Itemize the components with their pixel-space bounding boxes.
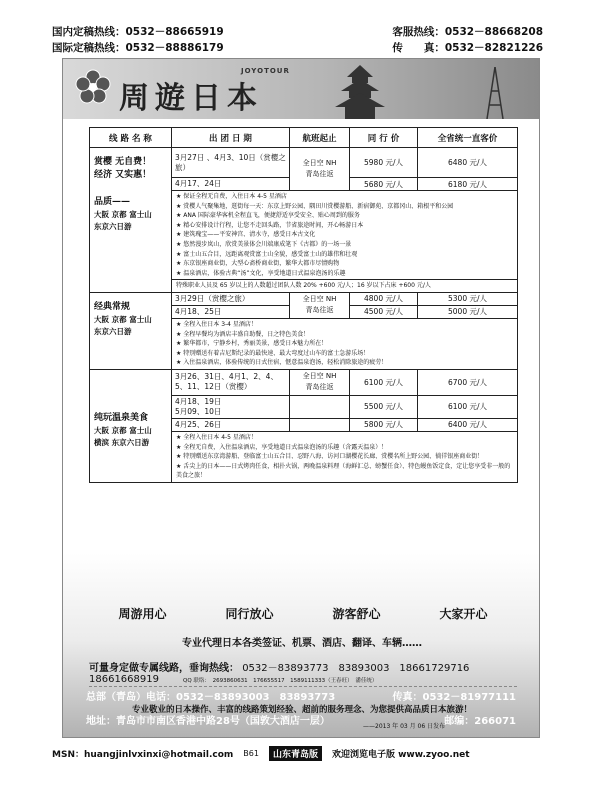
agency-services: 专业代理日本各类签证、机票、酒店、翻译、车辆……	[182, 638, 422, 649]
ad-frame	[62, 58, 540, 738]
col-header-flight: 航班起止	[290, 128, 350, 148]
peer-price-cell: 4800 元/人	[350, 292, 418, 305]
route-title: 经济 又实惠！	[94, 170, 152, 180]
top-hotline-bar	[52, 24, 543, 56]
flight-route: 青岛往返	[305, 170, 334, 178]
list-item: ★ 舌尖上的日本——日式烤肉任食，相扑火锅，两晚温泉料理（海鲜汇总、螃蟹任食）、特色鳗鱼饭定食，定让您享受非一般的美食之旅！	[176, 462, 513, 481]
peer-price-cell: 4500 元/人	[350, 305, 418, 318]
footer	[52, 746, 522, 761]
list-item: ★ 保证全程无自费，入住日本 4-5 星酒店	[176, 192, 513, 202]
list-item: ★ 全程早餐均为酒店丰盛自助餐，日之特色美食！	[176, 330, 513, 340]
banner	[63, 59, 540, 119]
hq-phone: 总部（青岛）电话：0532－83893003 83893773	[86, 692, 336, 703]
date-cell: 4月17、24日	[172, 178, 290, 191]
date-cell: 4月18、25日	[172, 305, 290, 318]
zip-code: 邮编：266071	[444, 716, 516, 727]
col-header-direct-price: 全省统一直客价	[418, 128, 518, 148]
feature-list-1	[172, 191, 518, 280]
slogan-row	[89, 605, 517, 622]
table-row	[90, 148, 518, 178]
date-line: 5月09、10日	[175, 406, 222, 416]
list-item: ★ 入住温泉酒店，体验传统的日式住宿，惬意温泉泡汤，轻松消除旅途的疲劳！	[176, 358, 513, 368]
list-item: ★ 特别赠送有着吉尼斯纪录的最快速、最大弯度过山车的富士急游乐场！	[176, 349, 513, 359]
logo-subtitle: JOYOTOUR	[241, 67, 290, 75]
custom-tour-label: 可量身定做专属线路，垂询热线：	[89, 663, 239, 674]
contact-row-1	[62, 688, 540, 703]
route-cities: 大阪 京都 富士山	[94, 425, 152, 435]
table-row	[90, 369, 518, 395]
list-item: ★ 东京银座商业街，大型心斋桥商业街，繁华大都市尽情购物	[176, 259, 513, 269]
col-header-route: 线 路 名 称	[90, 128, 172, 148]
direct-price-cell: 5000 元/人	[418, 305, 518, 318]
surcharge-note	[172, 280, 518, 293]
qq-contact: QQ 联络： 2693860631 176655517 1589111333（王春旺） 潘佳统）	[183, 678, 378, 684]
flight-cell	[290, 369, 350, 395]
peer-price-cell: 5800 元/人	[350, 418, 418, 431]
route-cell-2	[90, 292, 172, 369]
address: 地址：青岛市市南区香港中路28号（国敦大酒店一层）	[86, 716, 330, 727]
publish-date: ——2013 年 03 月 06 日发布	[363, 723, 446, 730]
flight-cell	[290, 292, 350, 318]
list-item: ★ 建筑瑰宝——平安神宫、清水寺，感受日本古文化	[176, 230, 513, 240]
tour-table	[89, 127, 518, 483]
date-line: 4月18、19日	[175, 396, 222, 406]
list-item: ★ 赏樱人气聚集地，逛街每一天：东京上野公园、隅田川赏樱游船、新宿御苑、京都冈山、箱根平和公园	[176, 202, 513, 212]
table-row	[90, 292, 518, 305]
content-area	[63, 119, 540, 738]
direct-price-cell: 6400 元/人	[418, 418, 518, 431]
list-item: ★ 全程入住日本 4-5 星酒店！	[176, 433, 513, 443]
slogan: 大家开心	[439, 607, 488, 621]
route-title: 赏樱 无自费！	[94, 157, 152, 167]
list-item: ★ 特别赠送东京湾游船、登临富士山五合目、忍野八海、访河口湖樱花长廊、赏樱名所上野公园、徜徉银座商业街！	[176, 452, 513, 462]
table-header-row	[90, 128, 518, 148]
route-cell-3	[90, 369, 172, 482]
direct-price-cell: 6480 元/人	[418, 148, 518, 178]
flight-airline: 全日空 NH	[302, 295, 337, 304]
flight-route: 青岛往返	[305, 383, 334, 392]
list-item: ★ 精心安排设计行程，让您不走回头路，节省旅途时间，开心畅游日本	[176, 221, 513, 231]
list-item: ★ 悠然漫步岚山，欣赏美景体会川端康成笔下《古都》的一场一景	[176, 240, 513, 250]
fax-number: 传 真：0532－82821226	[392, 42, 543, 54]
feature-list-2	[172, 318, 518, 369]
flight-cell-empty	[290, 395, 350, 418]
flight-airline: 全日空 NH	[302, 159, 337, 167]
flight-route: 青岛往返	[305, 306, 334, 315]
list-item: ★ 温泉酒店，体验古典“汤”文化，享受地道日式温泉泡汤的乐趣	[176, 269, 513, 279]
tokyo-tower-icon	[483, 67, 507, 119]
route-duration: 横滨 东京六日游	[94, 437, 150, 447]
sakura-flower-icon	[75, 69, 111, 105]
slogan: 游客舒心	[332, 607, 381, 621]
website-link[interactable]: 欢迎浏览电子版 www.zyoo.net	[331, 750, 470, 760]
date-cell: 3月26、31日、4月1、2、4、5、11、12日（赏樱）	[172, 369, 290, 395]
peer-price-cell: 5500 元/人	[350, 395, 418, 418]
hq-fax: 传真：0532－81977111	[392, 692, 516, 703]
list-item: ★ ANA 国际豪华客机全程直飞，便捷舒适享受安全、贴心周到的服务	[176, 211, 513, 221]
motto: 专业敬业的日本操作、丰富的线路策划经验、超前的服务理念、为您提供高品质日本旅游！	[131, 705, 472, 715]
page-number: B61	[243, 749, 259, 758]
direct-price-cell: 6100 元/人	[418, 395, 518, 418]
col-header-dates: 出 团 日 期	[172, 128, 290, 148]
slogan: 周游用心	[118, 607, 167, 621]
msn-contact: MSN：huangjinlvxinxi@hotmail.com	[52, 750, 234, 760]
direct-price-cell: 5300 元/人	[418, 292, 518, 305]
service-hotline: 客服热线：0532－88668208	[392, 26, 543, 38]
route-cities: 大阪 京都 富士山	[94, 314, 152, 324]
list-item: ★ 繁华都市，宁静乡村，秀丽美景，感受日本魅力所在！	[176, 339, 513, 349]
contact-row-2	[62, 712, 540, 727]
route-duration: 东京六日游	[94, 222, 132, 231]
flight-airline: 全日空 NH	[302, 372, 337, 381]
date-cell: 4月25、26日	[172, 418, 290, 431]
route-title: 纯玩温泉美食	[94, 412, 149, 423]
domestic-hotline: 国内定稿热线：0532－88665919	[52, 26, 224, 38]
peer-price-cell: 5980 元/人	[350, 148, 418, 178]
peer-price-cell: 5680 元/人	[350, 178, 418, 191]
route-cities: 大阪 京都 富士山	[94, 210, 152, 219]
direct-price-cell: 6180 元/人	[418, 178, 518, 191]
peer-price-cell: 6100 元/人	[350, 369, 418, 395]
date-cell: 3月29日（赏樱之旅）	[172, 292, 290, 305]
slogan: 同行放心	[225, 607, 274, 621]
flight-cell-empty	[290, 418, 350, 431]
route-duration: 东京六日游	[94, 326, 132, 336]
route-title: 品质——	[94, 197, 131, 207]
date-cell: 3月27日 、4月3、10日（赏樱之旅）	[172, 148, 290, 178]
date-cell	[172, 395, 290, 418]
divider	[89, 686, 517, 687]
route-cell-1	[90, 148, 172, 293]
route-title: 经典常规	[94, 301, 131, 312]
intl-hotline: 国际定稿热线：0532－88886179	[52, 42, 224, 54]
flight-cell	[290, 148, 350, 191]
list-item: ★ 全程入住日本 3-4 星酒店！	[176, 320, 513, 330]
feature-list-3	[172, 431, 518, 482]
note-text: 特殊职业人员及 65 岁以上的人数超过团队人数 20% +600 元/人；16 岁以下占床 +600 元/人	[176, 282, 431, 290]
edition-badge: 山东青岛版	[269, 746, 322, 761]
logo-text: 周遊日本	[119, 81, 263, 116]
pagoda-icon	[325, 63, 395, 119]
col-header-peer-price: 同 行 价	[350, 128, 418, 148]
list-item: ★ 全程无自费，入住温泉酒店，享受地道日式温泉泡汤的乐趣（含露天温泉）！	[176, 443, 513, 453]
direct-price-cell: 6700 元/人	[418, 369, 518, 395]
list-item: ★ 富士山五合目，远距离观赏富士山全貌，感受富士山的雄伟和壮观	[176, 250, 513, 260]
custom-tour-phones: 0532－83893773 83893003 18661729716 18661668919	[89, 663, 480, 685]
